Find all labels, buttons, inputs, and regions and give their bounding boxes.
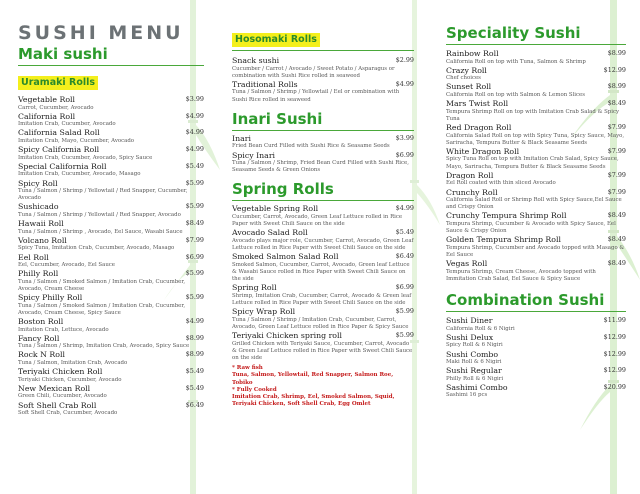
item-name: Smoked Salmon Salad Roll xyxy=(232,252,339,262)
item-price: $8.49 xyxy=(607,259,626,268)
item-name: Mars Twist Roll xyxy=(446,99,509,109)
item-price: $2.99 xyxy=(395,56,414,64)
item-price: $12.99 xyxy=(603,65,626,74)
menu-item xyxy=(446,171,626,188)
item-name: Red Dragon Roll xyxy=(446,123,512,133)
item-name: Sunset Roll xyxy=(446,82,492,92)
item-price: $20.99 xyxy=(603,382,626,391)
item-price: $6.99 xyxy=(395,283,414,292)
item-price: $5.49 xyxy=(185,161,204,170)
item-description: Tuna / Salmon / Shrimp , Avocado, Eel Sauce, Wasabi Sauce xyxy=(18,228,183,235)
item-name: Soft Shell Crab Roll xyxy=(18,400,97,410)
notes-block xyxy=(232,365,414,408)
menu-item xyxy=(232,331,414,362)
item-name: Snack sushi xyxy=(232,56,280,65)
menu-item xyxy=(446,333,626,350)
item-name: Vegas Roll xyxy=(446,259,488,269)
item-price: $6.99 xyxy=(395,150,414,159)
item-price: $4.99 xyxy=(185,128,204,137)
item-price: $12.99 xyxy=(603,332,626,341)
item-description: Tempura Shrimp Roll on top with Imitation Crab Salad & Spicy Tuna xyxy=(446,108,620,122)
item-description: Spicy Tuna Roll on top with Imitation Crab Salad, Spicy Sauce, Mayo, Sariracha, Tempura Butter & Black Seasame Seeds xyxy=(446,156,619,170)
item-description: Eel, Cucumber, Avocado, Eel Sauce xyxy=(18,262,115,269)
menu-item xyxy=(446,383,626,400)
left-column xyxy=(18,0,204,417)
menu-item xyxy=(232,151,414,175)
item-name: Spicy Wrap Roll xyxy=(232,307,296,317)
menu-item xyxy=(18,145,204,162)
menu-item xyxy=(18,334,204,351)
item-description: Cucumber / Carrot / Avocado / Sweet Potato / Asparagus or combination with Sushi Rice rolled in seaweed xyxy=(232,65,395,79)
menu-item xyxy=(446,99,626,123)
item-name: Sushi Delux xyxy=(446,332,494,342)
item-price: $5.99 xyxy=(185,178,204,187)
menu-item xyxy=(18,162,204,179)
item-name: Eel Roll xyxy=(18,252,49,262)
menu-item xyxy=(446,66,626,83)
item-description: Imitation Crab, Cucumber, Avocado xyxy=(18,121,116,128)
item-name: Teriyaki Chicken Roll xyxy=(18,367,103,377)
item-name: Philly Roll xyxy=(18,269,59,279)
menu-item xyxy=(18,236,204,253)
item-description: Tempura Shrimp, Cucumber and Avocado topped with Masago & Eel Sauce xyxy=(446,244,625,259)
item-price: $8.49 xyxy=(607,99,626,108)
item-name: Spring Roll xyxy=(232,283,277,293)
item-price: $12.99 xyxy=(603,349,626,358)
menu-item xyxy=(446,82,626,99)
item-description: Avocado plays major role, Cucumber, Carrot, Avocado, Green Leaf Lettuce rolled in Rice Paper with Sweet Chili Sauce on the side xyxy=(232,237,414,252)
item-price: $8.99 xyxy=(607,49,626,57)
item-price: $4.99 xyxy=(185,111,204,120)
middle-column xyxy=(232,0,414,408)
item-name: Volcano Roll xyxy=(18,235,67,245)
item-description: Sashimi 16 pcs xyxy=(446,392,488,399)
item-price: $7.99 xyxy=(185,235,204,244)
item-name: Sushi Diner xyxy=(446,316,493,326)
item-name: California Salad Roll xyxy=(18,128,100,138)
item-description: Chef choices xyxy=(446,75,481,82)
menu-item xyxy=(18,253,204,270)
item-price: $5.99 xyxy=(185,269,204,278)
item-description: Fried Bean Curd Filled with Sushi Rice & Seasame Seeds xyxy=(232,143,390,150)
section-title-speciality-sushi: Speciality Sushi xyxy=(446,24,626,45)
item-price: $8.49 xyxy=(607,235,626,244)
item-name: Crunchy Tempura Shrimp Roll xyxy=(446,211,567,221)
item-description: Cucumber, Carrot, Avocado, Green Leaf Lettuce rolled in Rice Paper with Sweet Chili Sauce on the side xyxy=(232,213,403,228)
item-description: Imitation Crab, Cucumber, Avocado, Spicy Sauce xyxy=(18,154,153,161)
item-description: Smoked Salmon, Cucumber, Carrot, Avocado, Green leaf Lettuce & Wasabi Sauce rolled in Rice Paper with Sweet Chili Sauce on the side xyxy=(232,261,410,283)
item-description: Grilled Chicken with Teriyaki Sauce, Cucumber, Carrot, Avocado & Green Leaf Lettuce rolled in Rice Paper with Sweet Chili Sauce on the side xyxy=(232,340,413,362)
item-name: California Roll xyxy=(18,111,76,121)
item-price: $6.49 xyxy=(395,252,414,261)
item-description: California Roll & 6 Nigiri xyxy=(446,325,515,332)
item-price: $7.99 xyxy=(607,187,626,196)
subsection-badge-uramaki: Uramaki Rolls xyxy=(18,76,98,90)
item-name: Vegetable Roll xyxy=(18,95,76,104)
item-price: $7.99 xyxy=(607,146,626,155)
menu-item xyxy=(232,80,414,104)
item-name: Rock N Roll xyxy=(18,350,65,360)
item-description: Shrimp, Imitation Crab, Cucumber, Carrot, Avocado & Green leaf Lettuce rolled in Rice Paper with Sweet Chili Sauce on the side xyxy=(232,292,412,307)
menu-item xyxy=(232,228,414,252)
item-price: $3.99 xyxy=(395,133,414,142)
menu-item xyxy=(232,134,414,151)
menu-item xyxy=(18,293,204,317)
item-name: Boston Roll xyxy=(18,317,64,327)
menu-item xyxy=(232,204,414,228)
item-description: Spicy Tuna, Imitation Crab, Cucumber, Avocado, Masago xyxy=(18,245,175,252)
item-price: $12.99 xyxy=(603,366,626,375)
note-fully-cooked-list: Imitation Crab, Shrimp, Eel, Smoked Salmon, Squid, Teriyaki Chicken, Soft Shell Crab, Egg Omlet xyxy=(232,394,395,408)
note-raw-fish-heading: * Raw fish xyxy=(232,365,263,372)
item-description: Tuna / Salmon / Shrimp / Yellowtail / Red Snapper, Cucumber, Avocado xyxy=(18,188,188,202)
item-name: Sushi Regular xyxy=(446,366,502,376)
menu-item xyxy=(446,235,626,259)
item-description: Green Chili, Cucumber, Avocado xyxy=(18,393,107,400)
item-price: $5.99 xyxy=(185,293,204,302)
item-description: Imitation Crab, Lettuce, Avocado xyxy=(18,326,109,333)
item-price: $4.99 xyxy=(185,317,204,326)
item-name: Sashimi Combo xyxy=(446,382,508,392)
item-price: $8.99 xyxy=(607,82,626,91)
combination-list xyxy=(446,316,626,400)
speciality-list xyxy=(446,49,626,283)
menu-item xyxy=(446,123,626,147)
item-price: $5.99 xyxy=(395,307,414,316)
menu-item xyxy=(446,49,626,66)
menu-item xyxy=(18,219,204,236)
item-price: $5.49 xyxy=(185,383,204,392)
uramaki-list xyxy=(18,95,204,417)
item-description: Tuna / Salmon / Shrimp, Imitation Crab, Avocado, Spicy Sauce xyxy=(18,343,190,350)
item-description: California Salad Roll on top with Spicy Tuna, Spicy Sauce, Mayo, Sariracha, Tempura Butter & Black Seasame Seeds xyxy=(446,132,625,146)
item-description: California Roll on top with Salmon & Lemon Slices xyxy=(446,91,586,98)
menu-item xyxy=(18,112,204,129)
menu-item xyxy=(446,147,626,171)
item-name: Spicy Philly Roll xyxy=(18,293,83,303)
item-description: Tuna / Salmon / Shrimp, Fried Bean Curd Filled with Sushi Rice, Seasame Seeds & Green Onions xyxy=(232,160,409,174)
note-fully-cooked-heading: * Fully Cooked xyxy=(232,386,277,393)
item-price: $4.99 xyxy=(395,79,414,88)
item-name: Spicy Inari xyxy=(232,150,276,160)
item-name: Vegetable Spring Roll xyxy=(232,204,319,214)
item-name: Sushicado xyxy=(18,202,59,212)
section-title-spring-rolls: Spring Rolls xyxy=(232,180,414,201)
item-description: Tuna / Salmon / Shrimp / Yellowtail / Eel or combination with Sushi Rice rolled in seaweed xyxy=(232,89,400,103)
item-name: New Mexican Roll xyxy=(18,383,91,393)
item-price: $6.99 xyxy=(185,252,204,261)
menu-item xyxy=(18,202,204,219)
menu-item xyxy=(446,350,626,367)
item-description: Eel Roll coated with thin sliced Avocado xyxy=(446,180,556,187)
item-price: $8.49 xyxy=(607,211,626,220)
menu-item xyxy=(446,188,626,212)
item-name: Dragon Roll xyxy=(446,170,494,180)
item-description: Tempura Shrimp, Cucumber & Avocado with Spicy Sauce, Eel Sauce & Crispy Onion xyxy=(446,220,616,235)
note-raw-fish-list: Tuna, Salmon, Yellowtail, Red Snapper, Salmon Roe, Tobiko xyxy=(232,372,394,386)
menu-item xyxy=(232,307,414,331)
item-description: California Salad Roll or Shrimp Roll with Spicy Sauce,Eel Sauce and Crispy Onion xyxy=(446,197,622,211)
item-price: $8.99 xyxy=(185,350,204,359)
item-name: Spicy Roll xyxy=(18,178,58,188)
item-description: Tempura Shrimp, Cream Cheese, Avocado topped with Immitation Crab Salad, Eel Sauce & Spicy Sauce xyxy=(446,268,596,282)
menu-item xyxy=(232,56,414,80)
item-description: Tuna / Salmon, Imitation Crab, Avocado xyxy=(18,359,128,366)
menu-item xyxy=(18,401,204,418)
item-price: $11.99 xyxy=(603,316,626,325)
item-name: Inari xyxy=(232,133,251,143)
item-name: Golden Tempura Shrimp Roll xyxy=(446,235,561,245)
inari-list xyxy=(232,134,414,175)
item-description: Carrot, Cucumber, Avocado xyxy=(18,104,94,111)
item-price: $4.99 xyxy=(185,145,204,154)
item-description: Tuna / Salmon / Shrimp / Imitation Crab, Cucumber, Carrot, Avocado, Green Leaf Lettuce rolled in Rice Paper & Spicy Sauce xyxy=(232,316,409,330)
section-title-maki-sushi: Maki sushi xyxy=(18,45,204,66)
right-column xyxy=(446,0,626,400)
item-price: $6.49 xyxy=(185,400,204,409)
item-price: $3.99 xyxy=(185,95,204,103)
item-price: $5.99 xyxy=(395,331,414,340)
menu-item xyxy=(232,283,414,307)
menu-item xyxy=(18,179,204,203)
item-name: Crazy Roll xyxy=(446,65,487,75)
spring-rolls-list xyxy=(232,204,414,362)
menu-item xyxy=(446,366,626,383)
item-name: Traditional Rolls xyxy=(232,79,298,89)
item-description: Spicy Roll & 6 Nigiri xyxy=(446,342,503,349)
menu-item xyxy=(446,316,626,333)
item-name: Spicy California Roll xyxy=(18,145,100,155)
item-price: $7.99 xyxy=(607,123,626,132)
item-price: $5.49 xyxy=(185,367,204,376)
menu-item xyxy=(18,367,204,384)
item-description: Tuna / Salmon / Smoked Salmon / Imitation Crab, Cucumber, Avocado, Cream Cheese, Spicy Sauce xyxy=(18,302,186,316)
item-price: $5.49 xyxy=(395,228,414,237)
item-price: $8.49 xyxy=(185,219,204,228)
item-description: Maki Roll & 6 Nigiri xyxy=(446,359,502,366)
item-price: $4.99 xyxy=(395,204,414,213)
item-name: White Dragon Roll xyxy=(446,146,520,156)
item-description: Tuna / Salmon / Shrimp / Yellowtail / Red Snapper, Avocado xyxy=(18,211,181,218)
hosomaki-list xyxy=(232,56,414,104)
item-description: Philly Roll & 6 Nigiri xyxy=(446,375,504,382)
item-description: Imitation Crab, Cucumber, Avocado, Masago xyxy=(18,171,141,178)
item-description: California Roll on top with Tuna, Salmon & Shrimp xyxy=(446,58,586,65)
section-title-inari-sushi: Inari Sushi xyxy=(232,110,414,131)
item-name: Rainbow Roll xyxy=(446,49,499,58)
item-price: $8.99 xyxy=(185,333,204,342)
menu-item xyxy=(18,95,204,112)
item-description: Tuna / Salmon / Smoked Salmon / Imitation Crab, Cucumber, Avocado, Cream Cheese xyxy=(18,278,186,292)
item-price: $7.99 xyxy=(607,170,626,179)
item-description: Soft Shell Crab, Cucumber, Avocado xyxy=(18,410,118,417)
menu-item xyxy=(18,350,204,367)
menu-title: SUSHI MENU xyxy=(18,22,184,44)
item-name: Fancy Roll xyxy=(18,333,60,343)
item-name: Avocado Salad Roll xyxy=(232,228,308,238)
item-name: Sushi Combo xyxy=(446,349,499,359)
menu-item xyxy=(446,259,626,283)
item-description: Imitation Crab, Mayo, Cucumber, Avocado xyxy=(18,137,135,144)
item-price: $5.99 xyxy=(185,202,204,211)
item-name: Teriyaki Chicken spring roll xyxy=(232,331,342,341)
menu-item xyxy=(18,269,204,293)
section-title-combination-sushi: Combination Sushi xyxy=(446,291,626,312)
item-name: Crunchy Roll xyxy=(446,187,498,197)
item-description: Teriyaki Chicken, Cucumber, Avocado xyxy=(18,376,122,383)
subsection-badge-hosomaki: Hosomaki Rolls xyxy=(232,33,320,47)
menu-item xyxy=(18,317,204,334)
menu-item xyxy=(446,211,626,235)
menu-item xyxy=(232,252,414,283)
menu-item xyxy=(18,384,204,401)
item-name: Special California Roll xyxy=(18,161,107,171)
item-name: Hawaii Roll xyxy=(18,219,64,229)
menu-item xyxy=(18,128,204,145)
